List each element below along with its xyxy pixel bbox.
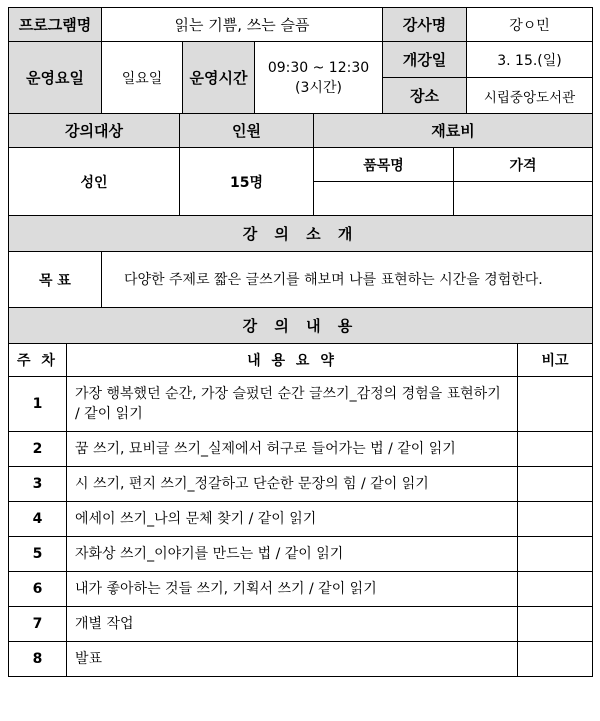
curriculum-rows — [9, 377, 593, 677]
week-note — [518, 607, 593, 642]
curriculum-section-title: 강 의 내 용 — [9, 308, 593, 344]
time-value-duration: (3시간) — [295, 79, 342, 96]
week-note — [518, 537, 593, 572]
week-summary: 가장 행복했던 순간, 가장 슬펐던 순간 글쓰기_감정의 경험을 표현하기 / 같이 읽기 — [67, 377, 518, 432]
goal-text — [102, 252, 593, 308]
week-note — [518, 467, 593, 502]
week-note — [518, 377, 593, 432]
day-label: 운영요일 — [9, 42, 102, 114]
curriculum-row — [9, 572, 593, 607]
place-value: 시립중앙도서관 — [467, 78, 593, 114]
week-number: 2 — [9, 432, 67, 467]
info-table — [8, 7, 593, 114]
week-summary: 자화상 쓰기_이야기를 만드는 법 / 같이 읽기 — [67, 537, 518, 572]
headcount-label: 인원 — [180, 114, 314, 148]
curriculum-table — [8, 307, 593, 677]
col-note-header: 비고 — [518, 344, 593, 377]
goal-label: 목 표 — [9, 252, 102, 308]
goal-text-body: 다양한 주제로 짧은 글쓰기를 해보며 나를 표현하는 시간을 경험한다. — [124, 271, 543, 288]
week-note — [518, 432, 593, 467]
week-summary: 꿈 쓰기, 묘비글 쓰기_실제에서 허구로 들어가는 법 / 같이 읽기 — [67, 432, 518, 467]
target-label: 강의대상 — [9, 114, 180, 148]
week-number: 1 — [9, 377, 67, 432]
week-note — [518, 572, 593, 607]
day-value: 일요일 — [102, 42, 183, 114]
week-number: 4 — [9, 502, 67, 537]
week-number: 3 — [9, 467, 67, 502]
headcount-value: 15명 — [180, 148, 314, 216]
week-summary: 발표 — [67, 642, 518, 677]
week-summary: 에세이 쓰기_나의 문체 찾기 / 같이 읽기 — [67, 502, 518, 537]
target-table — [8, 113, 593, 216]
week-summary: 시 쓰기, 편지 쓰기_정갈하고 단순한 문장의 힘 / 같이 읽기 — [67, 467, 518, 502]
week-number: 7 — [9, 607, 67, 642]
curriculum-row — [9, 502, 593, 537]
week-number: 8 — [9, 642, 67, 677]
instructor-value: 강ㅇ민 — [467, 8, 593, 42]
item-name-value — [314, 182, 454, 216]
week-number: 5 — [9, 537, 67, 572]
curriculum-row — [9, 377, 593, 432]
price-label: 가격 — [454, 148, 593, 182]
intro-section-title: 강 의 소 개 — [9, 216, 593, 252]
curriculum-row — [9, 432, 593, 467]
program-value: 읽는 기쁨, 쓰는 슬픔 — [102, 8, 383, 42]
week-note — [518, 502, 593, 537]
place-label: 장소 — [383, 78, 467, 114]
time-value-range: 09:30 ~ 12:30 — [267, 59, 370, 76]
open-date-label: 개강일 — [383, 42, 467, 78]
price-value — [454, 182, 593, 216]
instructor-label: 강사명 — [383, 8, 467, 42]
time-value — [255, 42, 383, 114]
target-value: 성인 — [9, 148, 180, 216]
program-label: 프로그램명 — [9, 8, 102, 42]
week-number: 6 — [9, 572, 67, 607]
open-date-value: 3. 15.(일) — [467, 42, 593, 78]
curriculum-row — [9, 537, 593, 572]
curriculum-row — [9, 607, 593, 642]
curriculum-row — [9, 467, 593, 502]
item-name-label: 품목명 — [314, 148, 454, 182]
time-label: 운영시간 — [183, 42, 255, 114]
week-summary: 내가 좋아하는 것들 쓰기, 기획서 쓰기 / 같이 읽기 — [67, 572, 518, 607]
col-summary-header: 내 용 요 약 — [67, 344, 518, 377]
intro-table — [8, 215, 593, 308]
course-plan-sheet — [8, 7, 592, 677]
week-note — [518, 642, 593, 677]
material-label: 재료비 — [314, 114, 593, 148]
week-summary: 개별 작업 — [67, 607, 518, 642]
col-week-header: 주 차 — [9, 344, 67, 377]
curriculum-row — [9, 642, 593, 677]
